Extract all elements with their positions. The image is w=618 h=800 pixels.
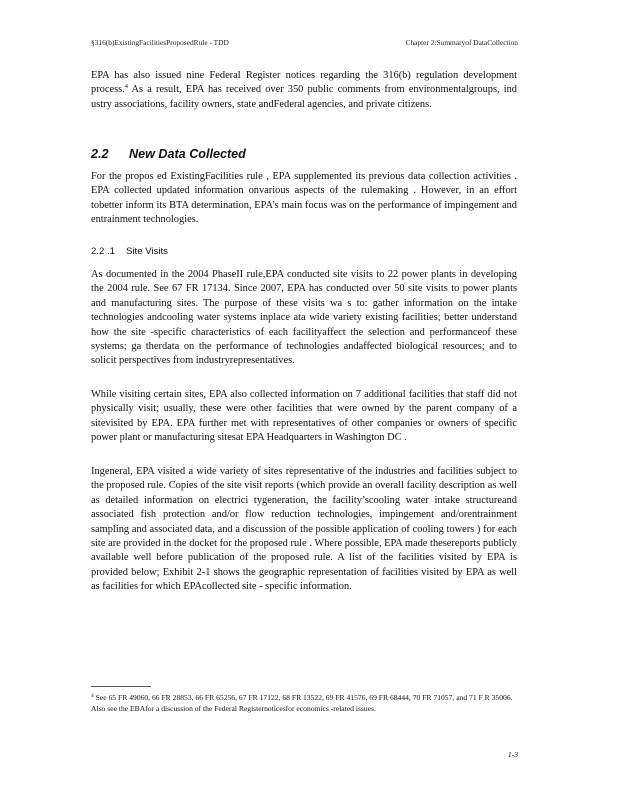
section-paragraph (91, 170, 517, 228)
footnote-divider (91, 686, 151, 687)
intro-text-b: As a result, EPA has received over 350 public comments from environmentalgroups, ind ustry associations, facility owners, state andFederal agencies, and private citizens. (91, 84, 517, 110)
running-header-left: §316(b)ExistingFacilitiesProposedRule - TDD (91, 38, 229, 47)
section-title: New Data Collected (129, 147, 246, 161)
running-header-right: Chapter 2:Summaryof DataCollection (405, 38, 518, 47)
footnote-number: 4 (91, 693, 94, 699)
subsection-title: Site Visits (126, 246, 168, 257)
section-paragraph-text: For the propos ed ExistingFacilities rule , EPA supplemented its previous data collection activities . EPA collected updated information onvarious aspects of the rulemaking . However, in an effort tobetter inform its BTA determination, EPA’s main focus was on the performance of impingement and entrainment technologies. (91, 171, 517, 226)
page-number: 1-3 (507, 750, 518, 759)
section-number: 2.2 (91, 147, 109, 161)
paragraph-text: While visiting certain sites, EPA also collected information on 7 additional facilities that staff did not physically visit; usually, these were other facilities that were owned by the parent company of a sitevisited by EPA. EPA further met with representatives of other companies or owners of specific power plant or manufacturing sitesat EPA Headquarters in Washington DC . (91, 389, 517, 444)
site-visits-paragraph-2 (91, 388, 517, 446)
paragraph-text: As documented in the 2004 PhaseII rule,EPA conducted site visits to 22 power plants in developing the 2004 rule. See 67 FR 17134. Since 2007, EPA has conducted over 50 site visits to power plants and manufacturing sites. The purpose of these visits wa s to: gather information on the intake technologies andcooling water systems inplace ata wide variety existing facilities; better understand how the site -specific characteristics of each facilityaffect the selection and performanceof these systems; ga therdata on the performance of technologies andaffected biological resources; and to solicit perspectives from industryrepresentatives. (91, 269, 517, 367)
paragraph-text: Ingeneral, EPA visited a wide variety of sites representative of the industries and facilities subject to the proposed rule. Copies of the site visit reports (which provide an overall facility description as well as detailed information on electrici tygeneration, the facility’scooling water intake structureand associated fish protection and/or flow reduction technologies, impingement and/orentrainment sampling and associated data, and a discussion of the possible application of cooling towers ) for each site are provided in the docket for the proposed rule . Where possible, EPA made thesereports publicly available well before publication of the proposed rule. A list of the facilities visited by EPA is provided below; Exhibit 2-1 shows the geographic representation of facilities visited by EPA as well as facilities for which EPAcollected site - specific information. (91, 466, 517, 593)
subsection-heading (91, 246, 168, 257)
intro-text-a: EPA has also issued nine Federal Register notices regarding the 316(b) regulation development process. (91, 70, 517, 96)
subsection-number: 2.2 .1 (91, 246, 116, 257)
footnote-text: See 65 FR 49060, 66 FR 28853, 66 FR 65256, 67 FR 17122, 68 FR 13522, 69 FR 41576, 69 FR 68444, 70 FR 71057, and 71 F R 35006. Also see the EBAfor a discussion of the Federal Registernoticesfor economics -related issues. (91, 693, 513, 713)
footnote-ref[interactable]: 4 (124, 83, 129, 91)
site-visits-paragraph-1 (91, 268, 517, 369)
footnote (91, 692, 517, 714)
section-heading (91, 147, 246, 161)
intro-paragraph (91, 69, 517, 112)
site-visits-paragraph-3 (91, 465, 517, 595)
